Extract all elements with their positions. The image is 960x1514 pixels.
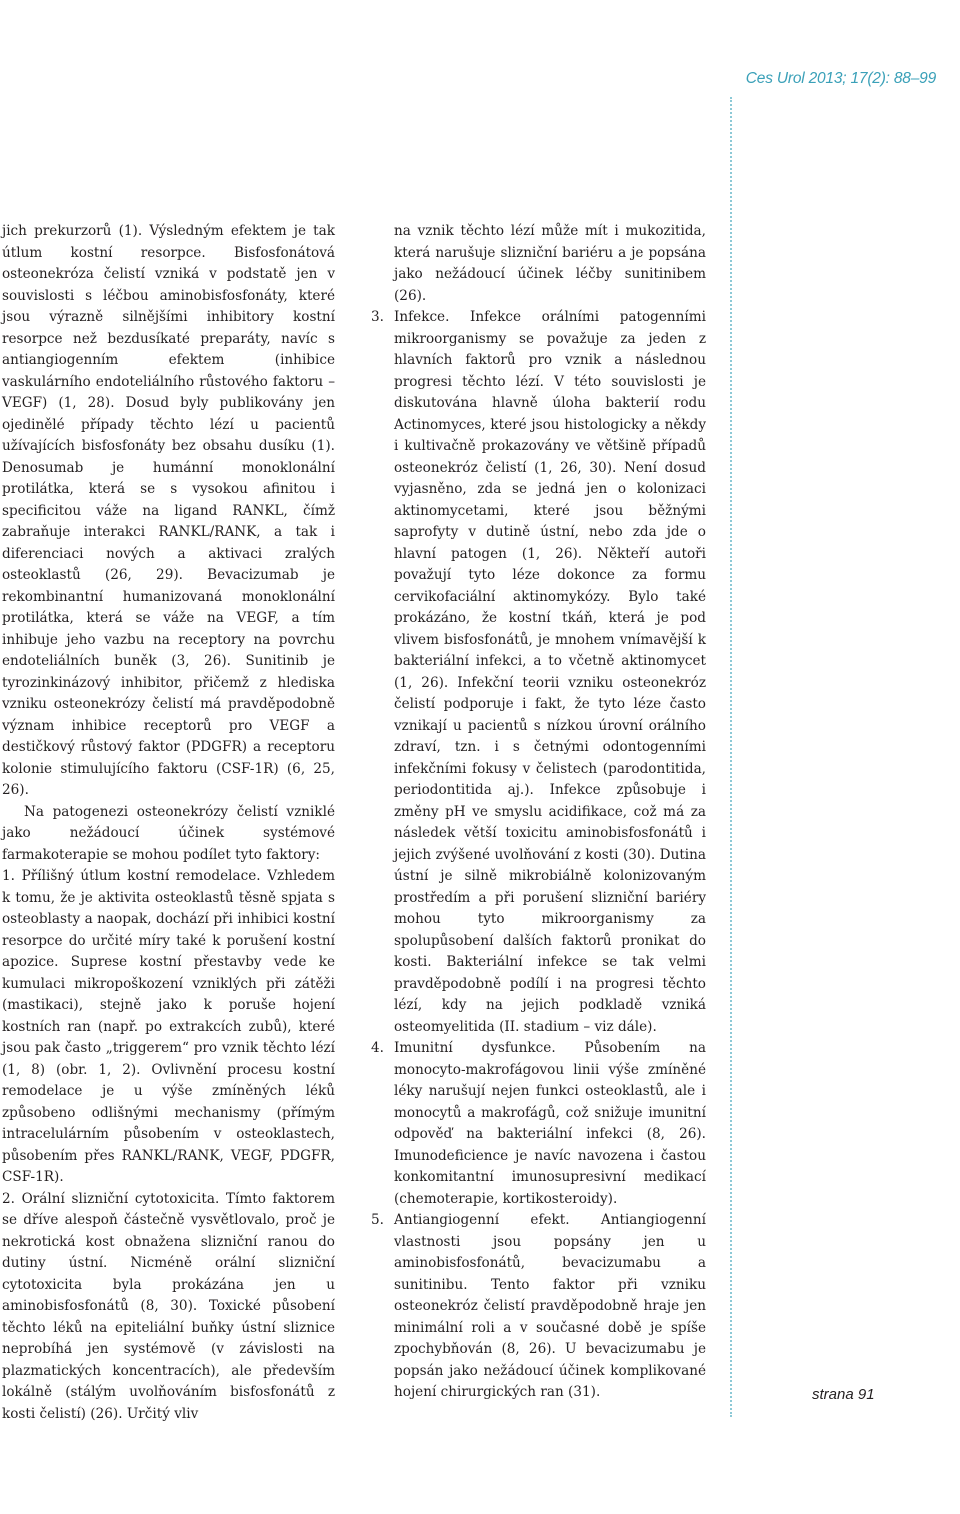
- list-item-text: Imunitní dysfunkce. Působením na monocyto-makrofágovou linii výše zmíněné léky narušují nejen funkci osteoklastů, ale i monocytů a makrofágů, což snižuje imunitní odpověď na bakteriální infekci (8, 26). Imunodeficience je navíc navozena i častou konkomitantní imunosupresivní medikací (chemoterapie, kortikosteroidy).: [394, 1040, 706, 1207]
- list-item-5: [370, 1210, 706, 1404]
- list-item-3: [370, 307, 706, 1038]
- list-item-text: Orální slizniční cytotoxicita. Tímto faktorem se dříve alespoň částečně vysvětlovalo, proč je nekrotická kost obnažena slizniční ranou do dutiny ústní. Nicméně orální slizniční cytotoxicita byla prokázána jen u aminobisfosfonátů (8, 30). Toxické působení těchto léků na epiteliální buňky ústní sliznice neprobíhá jen systémově (v závislosti na plazmatických koncentracích), ale především lokálně (stálým uvolňováním bisfosfonátů z kosti čelistí) (26). Určitý vliv: [2, 1190, 335, 1422]
- list-number: 1.: [2, 868, 15, 884]
- paragraph-pathogenesis-intro: Na patogenezi osteonekrózy čelistí vzniklé jako nežádoucí účinek systémové farmakoterapie se mohou podílet tyto faktory:: [2, 803, 335, 863]
- list-number: 4.: [371, 1040, 384, 1056]
- factor-list-continued: [370, 307, 706, 1404]
- list-item-text: Infekce. Infekce orálními patogenními mikroorganismy se považuje za jeden z hlavních faktorů pro vznik a následnou progresi těchto lézí. V této souvislosti je diskutována hlavně úloha bakterií rodu Actinomyces, které jsou histologicky a někdy i kultivačně prokazovány ve většině případů osteonekróz čelistí (1, 26, 30). Není dosud vyjasněno, zda se jedná jen o kolonizaci aktinomycetami, které jsou běžnými saprofyty v dutině ústní, nebo zda jde o hlavní patogen (1, 26). Někteří autoři považují tyto léze dokonce za formu cervikofaciální aktinomykózy. Bylo také prokázáno, že kostní tkáň, která je pod vlivem bisfosfonátů, je mnohem vnímavější k bakteriální infekci, a to včetně aktinomycet (1, 26). Infekční teorii vzniku osteonekróz čelistí podporuje i fakt, že tyto léze často vznikají u pacientů s nízkou úrovní orálního zdraví, tzn. i s četnými odontogenními infekčními fokusy v čelistech (parodontitida, periodontitida aj.). Infekce způsobuje i změny pH ve smyslu acidifikace, což má za následek větší toxicitu aminobisfosfonátů i jejich zvýšené uvolňování z kosti (30). Dutina ústní je silně mikrobiálně kolonizovaným prostředím a při porušení slizniční bariéry mohou tyto mikroorganismy za spolupůsobení dalších faktorů pronikat do kosti. Bakteriální infekce se tak velmi pravděpodobně podílí i na progresi těchto lézí, kdy na jejich podkladě vzniká osteomyelitida (II. stadium – viz dále).: [394, 309, 706, 1035]
- list-number: 2.: [2, 1190, 15, 1207]
- list-item-text: Přílišný útlum kostní remodelace. Vzhledem k tomu, že je aktivita osteoklastů těsně spjata s osteoblasty a naopak, dochází při inhibici kostní resorpce do určité míry také k porušení kostní apozice. Suprese kostní přestavby vede ke kumulaci mikropoškození vzniklých při zátěži (mastikaci), stejně jako k poruše hojení kostních ran (např. po extrakcích zubů), které jsou pak často „triggerem“ pro vznik těchto lézí (1, 8) (obr. 1, 2). Ovlivnění procesu kostní remodelace je u výše zmíněných léků způsobeno odlišnými mechanismy (přímým intracelulárním působením v osteoklastech, působením přes RANKL/RANK, VEGF, PDGFR, CSF-1R).: [2, 868, 335, 1185]
- journal-citation: Ces Urol 2013; 17(2): 88–99: [745, 70, 936, 87]
- list-item-4: [370, 1038, 706, 1210]
- page-number: strana 91: [812, 1386, 875, 1403]
- factor-list: [2, 866, 335, 1425]
- list-item-text: Antiangiogenní efekt. Antiangiogenní vlastnosti jsou popsány jen u aminobisfosfonátů, bevacizumabu a sunitinibu. Tento faktor při vzniku osteonekróz čelistí pravděpodobně hraje jen minimální roli a v současné době je spíše zpochybňován (8, 26). U bevacizumabu je popsán jako nežádoucí účinek komplikované hojení chirurgických ran (31).: [394, 1212, 706, 1400]
- column-divider: [730, 97, 732, 1417]
- list-number: 3.: [371, 309, 384, 325]
- left-column: [2, 221, 335, 1425]
- paragraph-mechanisms: jich prekurzorů (1). Výsledným efektem je tak útlum kostní resorpce. Bisfosfonátová osteonekróza čelistí vzniká v podstatě jen v souvislosti s léčbou aminobisfosfonáty, které jsou výrazně silnějšími inhibitory kostní resorpce než bezdusíkaté preparáty, navíc s antiangiogenním efektem (inhibice vaskulárního endoteliálního růstového faktoru – VEGF) (1, 28). Dosud byly publikovány jen ojedinělé případy těchto lézí u pacientů užívajících bisfosfonáty bez obsahu dusíku (1). Denosumab je humánní monoklonální protilátka, která se s vysokou afinitou i specificitou váže na ligand RANKL, čímž zabraňuje interakci RANKL/RANK, a tak i diferenciaci nových a aktivaci zralých osteoklastů (26, 29). Bevacizumab je rekombinantní humanizovaná monoklonální protilátka, která se váže na VEGF, a tím inhibuje jeho vazbu na receptory na povrchu endoteliálních buněk (3, 26). Sunitinib je tyrozinkinázový inhibitor, přičemž z hlediska vzniku osteonekrózy čelistí má pravděpodobně význam inhibice receptorů pro VEGF a destičkový růstový faktor (PDGFR) a receptoru kolonie stimulujícího faktoru (CSF-1R) (6, 25, 26).: [2, 223, 335, 798]
- list-item-2: [2, 1189, 335, 1426]
- right-column: [370, 221, 706, 1404]
- list-number: 5.: [371, 1212, 384, 1228]
- list-item-2-continuation: na vznik těchto lézí může mít i mukozitida, která narušuje slizniční bariéru a je popsána jako nežádoucí účinek léčby sunitinibem (26).: [394, 223, 706, 304]
- list-item-1: [2, 866, 335, 1189]
